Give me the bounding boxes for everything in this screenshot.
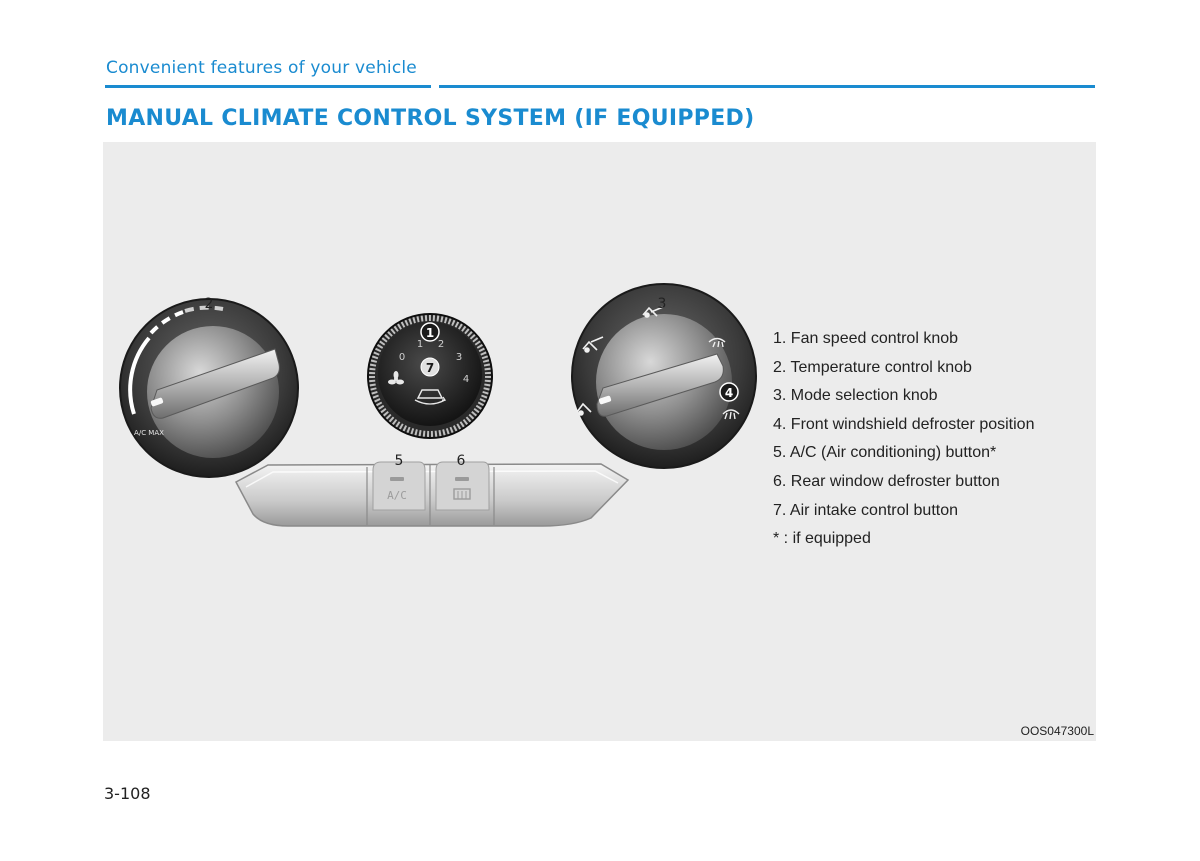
page-number: 3-108 <box>104 784 151 803</box>
callout-2 <box>205 296 214 312</box>
callout-7 <box>421 358 439 376</box>
temperature-knob <box>120 299 298 477</box>
temp-knob-label: A/C MAX <box>134 429 164 437</box>
ac-button-label: A/C <box>387 489 407 502</box>
legend-item: 3. Mode selection knob <box>773 387 938 405</box>
fan-scale-1: 1 <box>416 339 424 350</box>
callout-4 <box>720 383 738 401</box>
fan-scale-4: 4 <box>462 374 470 385</box>
callout-6 <box>457 453 466 469</box>
legend-item: 4. Front windshield defroster position <box>773 415 1035 433</box>
svg-text:6: 6 <box>456 453 466 469</box>
climate-control-figure <box>103 142 1096 741</box>
svg-text:2: 2 <box>204 296 214 312</box>
svg-text:3: 3 <box>657 296 667 312</box>
callout-3 <box>658 296 667 312</box>
page-title: MANUAL CLIMATE CONTROL SYSTEM (IF EQUIPPED) <box>106 106 755 131</box>
fan-scale-0: 0 <box>398 352 406 363</box>
svg-text:4: 4 <box>724 386 734 400</box>
svg-text:5: 5 <box>394 453 404 469</box>
svg-text:1: 1 <box>425 326 435 340</box>
callout-1 <box>421 323 439 341</box>
svg-text:7: 7 <box>425 361 435 375</box>
button-trim-panel <box>236 464 628 526</box>
ac-button <box>373 462 425 510</box>
callout-5 <box>395 453 404 469</box>
legend-footnote: * : if equipped <box>773 530 871 548</box>
legend-item: 7. Air intake control button <box>773 501 958 519</box>
legend-item: 5. A/C (Air conditioning) button* <box>773 444 997 462</box>
legend-item: 1. Fan speed control knob <box>773 330 959 347</box>
legend-item: 6. Rear window defroster button <box>773 472 1000 490</box>
legend-list <box>773 325 1034 554</box>
header-rule <box>105 85 1095 88</box>
legend-item: 2. Temperature control knob <box>773 358 972 376</box>
section-header: Convenient features of your vehicle <box>106 58 417 78</box>
fan-scale-2: 2 <box>437 339 445 350</box>
fan-scale-3: 3 <box>455 352 463 363</box>
figure-code: OOS047300L <box>1020 724 1094 738</box>
rear-defrost-button <box>436 462 489 510</box>
